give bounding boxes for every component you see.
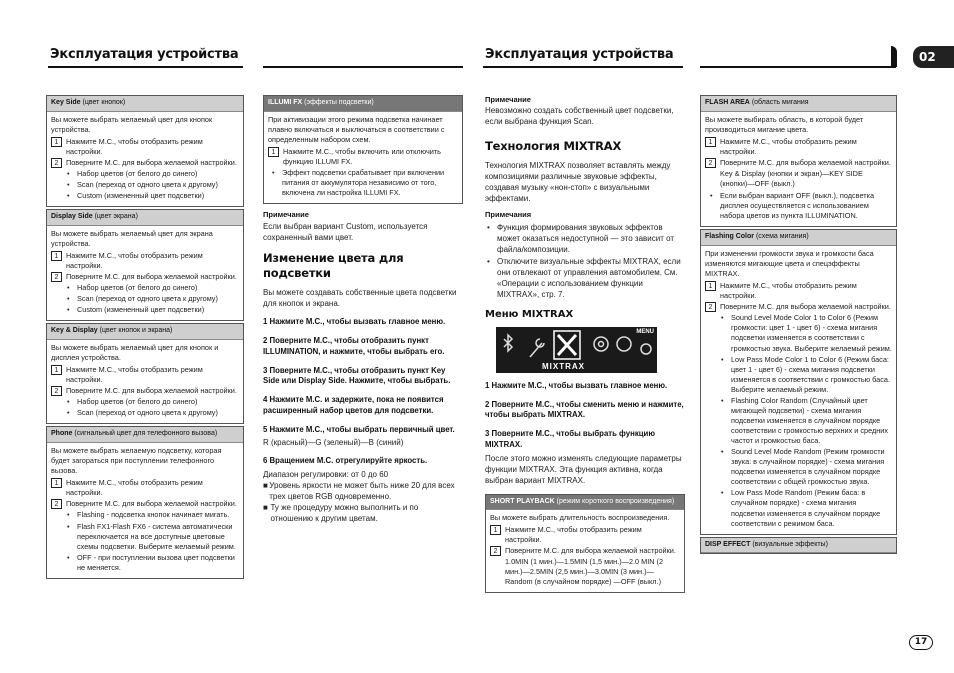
right-page-header-right (700, 46, 896, 68)
key-side-bar: Key Side (цвет кнопок) (47, 96, 243, 112)
chapter-tab: 02 (913, 46, 954, 68)
key-side-box: Key Side (цвет кнопок) Вы можете выбрать желаемый цвет для кнопок устройства. 1 Нажмите M.C., чтобы отобразить режим настройки. 2 Поверните M.C. для выбора желаемой настройки. • Набор цветов (от белого до синего) • Scan (переход от одного цвета к другому) • Custom (измененный цвет подсветки) (46, 95, 244, 207)
short-playback-box: SHORT PLAYBACK (режим короткого воспроизведения) Вы можете выбрать длительность воспроизведения. 1 Нажмите M.C., чтобы отобразить режим настройки. 2 Поверните M.C. для выбора желаемой настройки. 1.0MIN (1 мин.)—1.5MIN (1,5 мин.)—2.0 MIN (2 мин.)—2.5MIN (2,5 мин.)—3.0MIN (3 мин.)—Random (в случайном порядке) —OFF (выкл.) (485, 494, 685, 593)
mixtrax-tech-heading: Технология MIXTRAX (485, 139, 622, 154)
mixtrax-menu-heading: Меню MIXTRAX (485, 308, 574, 320)
key-display-box: Key & Display (цвет кнопок и экрана) Вы можете выбрать желаемый цвет для кнопок и дисплея устройства. 1 Нажмите M.C., чтобы отобразить режим настройки. 2 Поверните M.C. для выбора желаемой настройки. • Набор цветов (от белого до синего) • Scan (переход от одного цвета к другому) (46, 323, 244, 424)
column-1 (46, 95, 244, 581)
menu-label: MENU (636, 328, 654, 335)
column-2: ILLUMI FX (эффекты подсветки) При активизации этого режима подсветка начинает плавно включаться и выключаться в соответствии с определенным набором схем. 1 Нажмите M.C., чтобы включить или отключить функцию ILLUMI FX. • Эффект подсветки срабатывает при включении питания от аккумулятора независимо от того, включена ли настройка ILLUMI FX. Примечание Если выбран вариант Custom, используется сохраненный вами цвет. Изменение цвета для подсветки Вы можете создавать собственные цвета подсветки для кнопок и экрана. 1 Нажмите M.C., чтобы вызвать главное меню. 2 Поверните M.C., чтобы отобразить пункт ILLUMINATION, и нажмите, чтобы выбрать его. 3 Поверните M.C., чтобы отобразить пункт Key Side или Display Side. Нажмите, чтобы выбрать. 4 Нажмите M.C. и задержите, пока не появится расширенный набор цветов для подсветки. 5 Нажмите M.C., чтобы выбрать первичный цвет. R (красный)—G (зеленый)—B (синий) 6 Вращением M.C. отрегулируйте яркость. Диапазон регулировки: от 0 до 60 ■ Уровень яркости не может быть ниже 20 для всех трех цветов RGB одновременно. ■ Ту же процедуру можно выполнить и по отношению к другим цветам. (263, 95, 463, 524)
left-header-title: Эксплуатация устройства (50, 47, 239, 63)
disp-effect-box: DISP EFFECT (визуальные эффекты) (700, 537, 897, 555)
flash-area-box: FLASH AREA (область мигания Вы можете выбирать область, в которой будет производиться мигание цвета. 1 Нажмите M.C., чтобы отобразить режим настройки. 2 Поверните M.C. для выбора желаемой настройки. Key & Display (кнопки и экран)—KEY SIDE (кнопки)—OFF (выкл.) • Если выбран вариант OFF (выкл.), подсветка дисплея осуществляется с использованием набора цветов из пункта ILLUMINATION. (700, 95, 897, 227)
flashing-color-box: Flashing Color (схема мигания) При изменении громкости звука и громкости баса изменяются мигающие цвета и спецэффекты MIXTRAX. 1 Нажмите M.C., чтобы отобразить режим настройки. 2 Поверните M.C. для выбора желаемой настройки. • Sound Level Mode Color 1 to Color 6 (Режим громкости: цвет 1 - цвет 6) - схема мигания подсветки изменяется в соответствии с громкостью звука. Выберите желаемый режим. • Low Pass Mode Color 1 to Color 6 (Режим баса: цвет 1 - цвет 6) - схема мигания подсветки изменяется в соответствии с громкостью баса. Выберите желаемый режим. • Flashing Color Random (Случайный цвет мигающей подсветки) - схема мигания подсветки изменяется в случайном порядке соответствии с громкостью верхних и средних частот и громкостью баса. • Sound Level Mode Random (Режим громкости звука: в случайном порядке) - схема мигания подсветки изменяется в случайном порядке соответствии с общей громкостью звука. • Low Pass Mode Random (Режим баса: в случайном порядке) - схема мигания подсветки изменяется в случайном порядке соответствии с режимом баса. (700, 229, 897, 534)
mixtrax-logo-text: MIXTRAX (542, 361, 585, 371)
mixtrax-menu-screen (496, 327, 657, 373)
change-color-heading: Изменение цвета для подсветки (263, 250, 404, 281)
display-side-box: Display Side (цвет экрана) Вы можете выбрать желаемый цвет для экрана устройства. 1 Нажмите M.C., чтобы отобразить режим настройки. 2 Поверните M.C. для выбора желаемой настройки. • Набор цветов (от белого до синего) • Scan (переход от одного цвета к другому) • Custom (измененный цвет подсветки) (46, 209, 244, 321)
illumi-fx-box: ILLUMI FX (эффекты подсветки) При активизации этого режима подсветка начинает плавно включаться и выключаться в соответствии с определенным набором схем. 1 Нажмите M.C., чтобы включить или отключить функцию ILLUMI FX. • Эффект подсветки срабатывает при включении питания от аккумулятора независимо от того, включена ли настройка ILLUMI FX. (263, 95, 463, 204)
left-page-header (48, 46, 243, 68)
left-page-header-right (263, 46, 463, 68)
right-page-header (483, 46, 683, 68)
phone-box: Phone (сигнальный цвет для телефонного вызова) Вы можете выбрать желаемую подсветку, которая будет загораться при поступлении телефонного вызова. 1 Нажмите M.C., чтобы отобразить режим настройки. 2 Поверните M.C. для выбора желаемой настройки. • Flashing - подсветка кнопок начинает мигать. • Flash FX1-Flash FX6 - система автоматически переключается на все доступные цветовые схемы подсветки. Выберите желаемый режим. • OFF - при поступлении вызова цвет подсветки не меняется. (46, 426, 244, 578)
right-header-title: Эксплуатация устройства (485, 47, 674, 63)
note-text: Если выбран вариант Custom, используется сохраненный вами цвет. (263, 221, 428, 242)
column-3: Примечание Невозможно создать собственный цвет подсветки, если выбрана функция Scan. Технология MIXTRAX Технология MIXTRAX позволяет вставлять между композициями различные звуковые эффекты, создавая музыку «нон-стоп» с визуальными эффектами. Примечания • Функция формирования звуковых эффектов может оказаться недоступной — это зависит от файла/композиции. • Отключите визуальные эффекты MIXTRAX, если они отвлекают от управления автомобилем. См. «Операции с использованием функции MIXTRAX», стр. 7. Меню MIXTRAX MENU MIXTRAX 1 Нажмите M.C., чтобы вызвать главное меню. 2 Поверните M.C., чтобы сменить меню и нажмите, чтобы выбрать MIXTRAX. 3 Поверните M.C., чтобы выбрать функцию MIXTRAX. После этого можно изменять следующие параметры функции MIXTRAX. Эта функция активна, когда выбран вариант MIXTRAX. SHORT PLAYBACK (режим короткого воспроизведения) Вы можете выбрать длительность воспроизведения. 1 Нажмите M.C., чтобы отобразить режим настройки. 2 Поверните M.C. для выбора желаемой настройки. 1.0MIN (1 мин.)—1.5MIN (1,5 мин.)—2.0 MIN (2 мин.)—2.5MIN (2,5 мин.)—3.0MIN (3 мин.)—Random (в случайном порядке) —OFF (выкл.) (485, 95, 685, 595)
column-4 (700, 95, 897, 556)
page-number: 17 (909, 635, 933, 650)
note-heading: Примечание (263, 210, 309, 220)
